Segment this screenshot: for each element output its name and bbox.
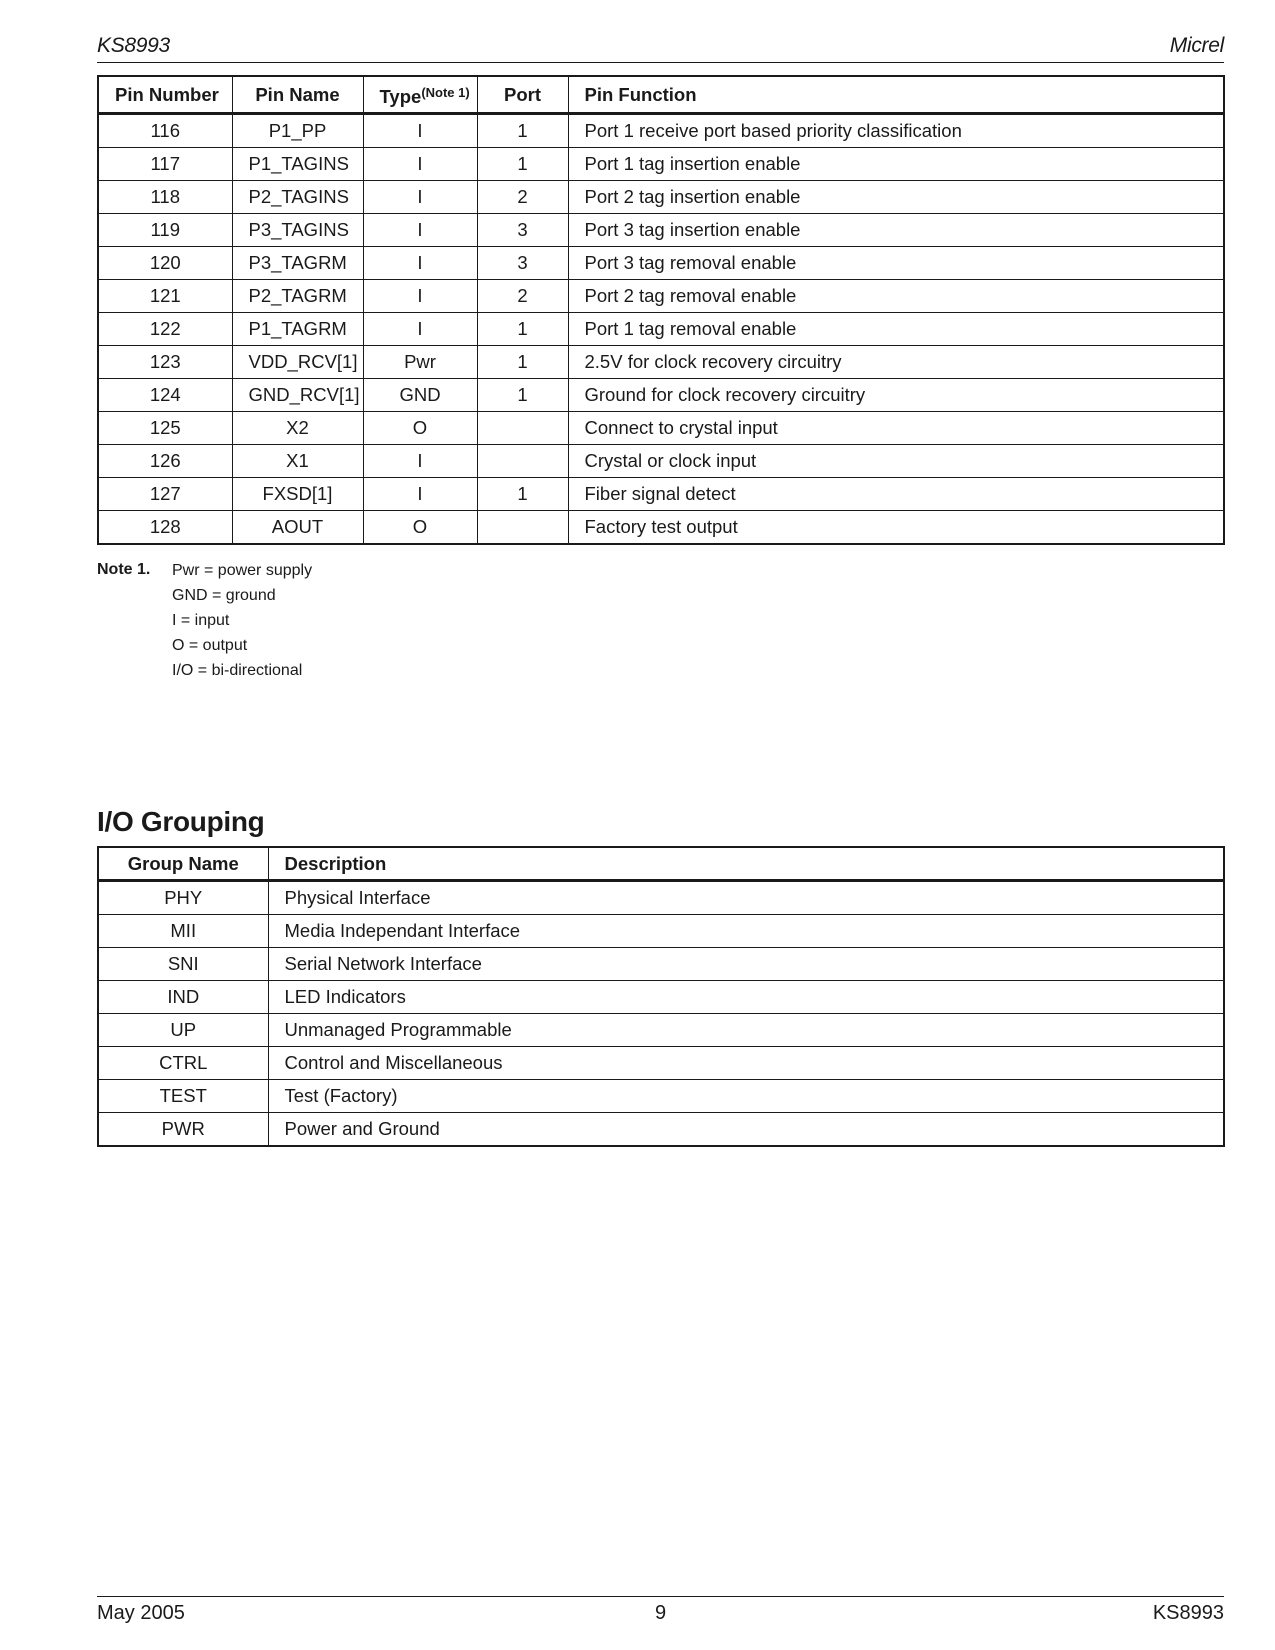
pin-name-cell: X1 [232,445,363,478]
io-table-header-row [98,847,1224,881]
pin-table-row [98,346,1224,379]
pin-number-cell: 124 [98,379,232,412]
pin-type-cell: I [363,478,477,511]
pin-port-cell: 3 [477,247,568,280]
pin-function-cell: Crystal or clock input [568,445,1224,478]
group-description-cell: Unmanaged Programmable [268,1014,1224,1047]
pin-number-cell: 120 [98,247,232,280]
pin-port-cell: 1 [477,148,568,181]
note-line: I/O = bi-directional [172,662,303,679]
pin-type-cell: I [363,313,477,346]
header-company: Micrel [1169,34,1224,57]
pin-function-cell: Connect to crystal input [568,412,1224,445]
group-name-cell: UP [98,1014,268,1047]
group-name-cell: IND [98,981,268,1014]
pin-table-row [98,148,1224,181]
pin-type-cell: I [363,214,477,247]
pin-port-cell: 3 [477,214,568,247]
group-name-cell: TEST [98,1080,268,1113]
page-header [97,32,1224,63]
footer-page-number: 9 [654,1602,667,1624]
pin-function-cell: Port 1 tag insertion enable [568,148,1224,181]
note-line: Pwr = power supply [172,562,313,579]
pin-function-cell: Port 2 tag insertion enable [568,181,1224,214]
group-name-cell: CTRL [98,1047,268,1080]
page-footer [97,1596,1224,1627]
group-description-cell: Serial Network Interface [268,948,1224,981]
group-description-cell: Physical Interface [268,881,1224,915]
col-header-pin-name: Pin Name [232,76,363,114]
pin-type-cell: I [363,181,477,214]
group-name-cell: MII [98,915,268,948]
pin-function-cell: Ground for clock recovery circuitry [568,379,1224,412]
pin-table-header-row [98,76,1224,114]
col-header-type-label: Type [379,86,422,107]
pin-name-cell: VDD_RCV[1] [232,346,363,379]
pin-port-cell: 1 [477,379,568,412]
pin-number-cell: 127 [98,478,232,511]
group-name-cell: PHY [98,881,268,915]
pin-type-cell: I [363,247,477,280]
pin-table-row [98,445,1224,478]
pin-type-cell: Pwr [363,346,477,379]
group-description-cell: Power and Ground [268,1113,1224,1147]
io-table-row [98,1047,1224,1080]
group-name-cell: SNI [98,948,268,981]
pin-name-cell: GND_RCV[1] [232,379,363,412]
pin-number-cell: 123 [98,346,232,379]
pin-name-cell: P2_TAGRM [232,280,363,313]
pin-name-cell: X2 [232,412,363,445]
pin-table-row [98,280,1224,313]
pin-function-cell: Port 1 tag removal enable [568,313,1224,346]
group-description-cell: LED Indicators [268,981,1224,1014]
col-header-type [363,76,477,114]
pin-port-cell: 1 [477,313,568,346]
pin-number-cell: 118 [98,181,232,214]
pin-port-cell: 1 [477,346,568,379]
pin-type-cell: I [363,445,477,478]
io-table-row [98,948,1224,981]
pin-number-cell: 126 [98,445,232,478]
pin-description-table [97,75,1225,545]
pin-name-cell: P2_TAGINS [232,181,363,214]
io-table-row [98,915,1224,948]
section-title-io-grouping: I/O Grouping [97,806,265,837]
pin-port-cell [477,412,568,445]
footer-part-number: KS8993 [1152,1602,1224,1624]
header-part-number: KS8993 [97,34,170,57]
pin-name-cell: P1_TAGINS [232,148,363,181]
pin-name-cell: P3_TAGINS [232,214,363,247]
group-name-cell: PWR [98,1113,268,1147]
pin-function-cell: Port 2 tag removal enable [568,280,1224,313]
io-table-row [98,1113,1224,1147]
note-lines [172,561,312,686]
pin-name-cell: FXSD[1] [232,478,363,511]
pin-number-cell: 125 [98,412,232,445]
pin-type-cell: GND [363,379,477,412]
pin-table-row [98,214,1224,247]
io-table-row [98,981,1224,1014]
col-header-description: Description [268,847,1224,881]
pin-number-cell: 117 [98,148,232,181]
pin-function-cell: Factory test output [568,511,1224,545]
pin-function-cell: Port 1 receive port based priority classification [568,114,1224,148]
io-grouping-table [97,846,1225,1147]
pin-port-cell [477,511,568,545]
pin-table-row [98,313,1224,346]
pin-table-row [98,412,1224,445]
pin-name-cell: P1_TAGRM [232,313,363,346]
pin-port-cell: 2 [477,181,568,214]
io-table-row [98,881,1224,915]
pin-port-cell: 2 [477,280,568,313]
col-header-group-name: Group Name [98,847,268,881]
pin-type-cell: O [363,511,477,545]
pin-type-cell: O [363,412,477,445]
pin-table-row [98,114,1224,148]
pin-number-cell: 119 [98,214,232,247]
pin-number-cell: 122 [98,313,232,346]
type-note-ref: (Note 1) [421,85,470,100]
io-table-row [98,1080,1224,1113]
io-table-row [98,1014,1224,1047]
pin-number-cell: 128 [98,511,232,545]
pin-name-cell: AOUT [232,511,363,545]
col-header-pin-number: Pin Number [98,76,232,114]
pin-table-row [98,478,1224,511]
pin-function-cell: Port 3 tag insertion enable [568,214,1224,247]
pin-number-cell: 116 [98,114,232,148]
group-description-cell: Media Independant Interface [268,915,1224,948]
group-description-cell: Control and Miscellaneous [268,1047,1224,1080]
pin-port-cell: 1 [477,114,568,148]
pin-type-cell: I [363,148,477,181]
col-header-port: Port [477,76,568,114]
pin-type-cell: I [363,114,477,148]
pin-port-cell: 1 [477,478,568,511]
pin-function-cell: Fiber signal detect [568,478,1224,511]
pin-function-cell: 2.5V for clock recovery circuitry [568,346,1224,379]
pin-table-row [98,181,1224,214]
pin-name-cell: P3_TAGRM [232,247,363,280]
pin-port-cell [477,445,568,478]
pin-name-cell: P1_PP [232,114,363,148]
pin-number-cell: 121 [98,280,232,313]
pin-table-row [98,511,1224,545]
pin-table-row [98,247,1224,280]
group-description-cell: Test (Factory) [268,1080,1224,1113]
note-label: Note 1. [97,561,151,578]
note-line: I = input [172,612,230,629]
pin-type-cell: I [363,280,477,313]
footer-date: May 2005 [97,1602,185,1624]
pin-function-cell: Port 3 tag removal enable [568,247,1224,280]
col-header-pin-function: Pin Function [568,76,1224,114]
note-line: O = output [172,637,248,654]
note-line: GND = ground [172,587,276,604]
pin-table-row [98,379,1224,412]
